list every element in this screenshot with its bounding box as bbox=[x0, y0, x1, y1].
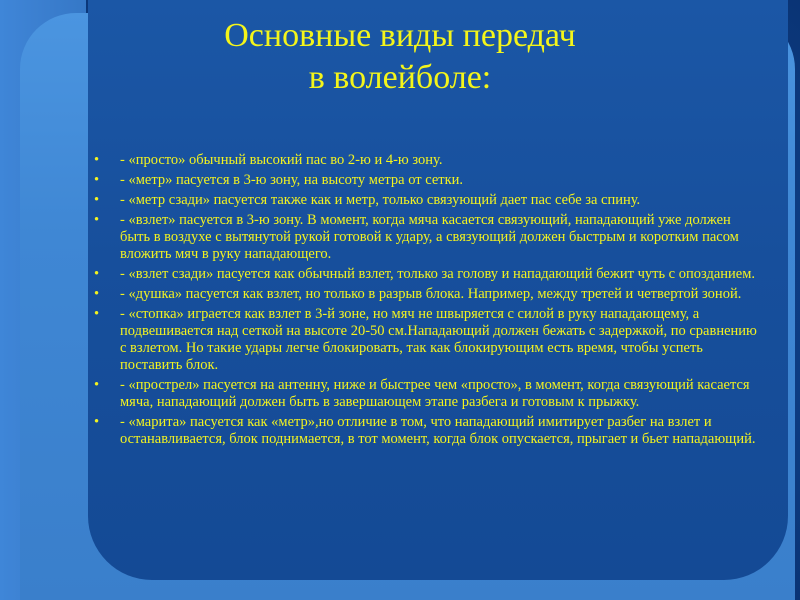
list-item bbox=[94, 377, 762, 411]
list-item bbox=[94, 286, 762, 303]
list-item bbox=[94, 192, 762, 209]
list-item bbox=[94, 172, 762, 189]
list-item-text: - «метр сзади» пасуется также как и метр, только связующий дает пас себе за спину. bbox=[120, 192, 641, 208]
bullet-icon: • bbox=[94, 266, 100, 282]
list-item-text: - «стопка» играется как взлет в 3-й зоне, но мяч не швыряется с силой в руку нападающему, а подвешивается над сеткой на высоте 20-50 см.Нападающий должен бежать с задержкой, по сравнению с взлетом. Но такие удары легче блокировать, так как блокирующим есть время, чтобы успеть поставить блок. bbox=[120, 306, 757, 373]
bullet-icon: • bbox=[94, 212, 100, 228]
title-line-2: в волейболе: bbox=[308, 59, 492, 96]
bullet-icon: • bbox=[94, 306, 100, 322]
bullet-icon: • bbox=[94, 172, 100, 188]
list-item bbox=[94, 212, 762, 263]
list-item bbox=[94, 414, 762, 448]
title-line-1: Основные виды передач bbox=[224, 17, 576, 54]
list-item-text: - «марита» пасуется как «метр»,но отличие в том, что нападающий имитирует разбег на взлет и останавливается, блок поднимается, в тот момент, когда блок опускается, прыгает и бьет нападающий. bbox=[120, 414, 756, 447]
list-item-text: - «метр» пасуется в 3-ю зону, на высоту метра от сетки. bbox=[120, 172, 464, 188]
list-item bbox=[94, 152, 762, 169]
list-item-text: - «просто» обычный высокий пас во 2-ю и 4-ю зону. bbox=[120, 152, 443, 168]
list-item-text: - «душка» пасуется как взлет, но только в разрыв блока. Например, между третей и четвертой зоной. bbox=[120, 286, 742, 302]
bullet-list bbox=[94, 152, 762, 451]
bullet-icon: • bbox=[94, 152, 100, 168]
bullet-icon: • bbox=[94, 286, 100, 302]
list-item-text: - «прострел» пасуется на антенну, ниже и быстрее чем «просто», в момент, когда связующий касается мяча, нападающий должен быть в завершающем этапе разбега и готовым к прыжку. bbox=[120, 377, 750, 410]
bullet-icon: • bbox=[94, 414, 100, 430]
list-item-text: - «взлет» пасуется в 3-ю зону. В момент, когда мяча касается связующий, нападающий уже должен быть в воздухе с вытянутой рукой готовой к удару, а связующий должен быстрым и коротким пасом вложить мяч в руку нападающего. bbox=[120, 212, 739, 262]
slide-title bbox=[0, 15, 800, 99]
bullet-icon: • bbox=[94, 192, 100, 208]
list-item bbox=[94, 266, 762, 283]
bullet-icon: • bbox=[94, 377, 100, 393]
list-item-text: - «взлет сзади» пасуется как обычный взлет, только за голову и нападающий бежит чуть с опозданием. bbox=[120, 266, 756, 282]
list-item bbox=[94, 306, 762, 374]
